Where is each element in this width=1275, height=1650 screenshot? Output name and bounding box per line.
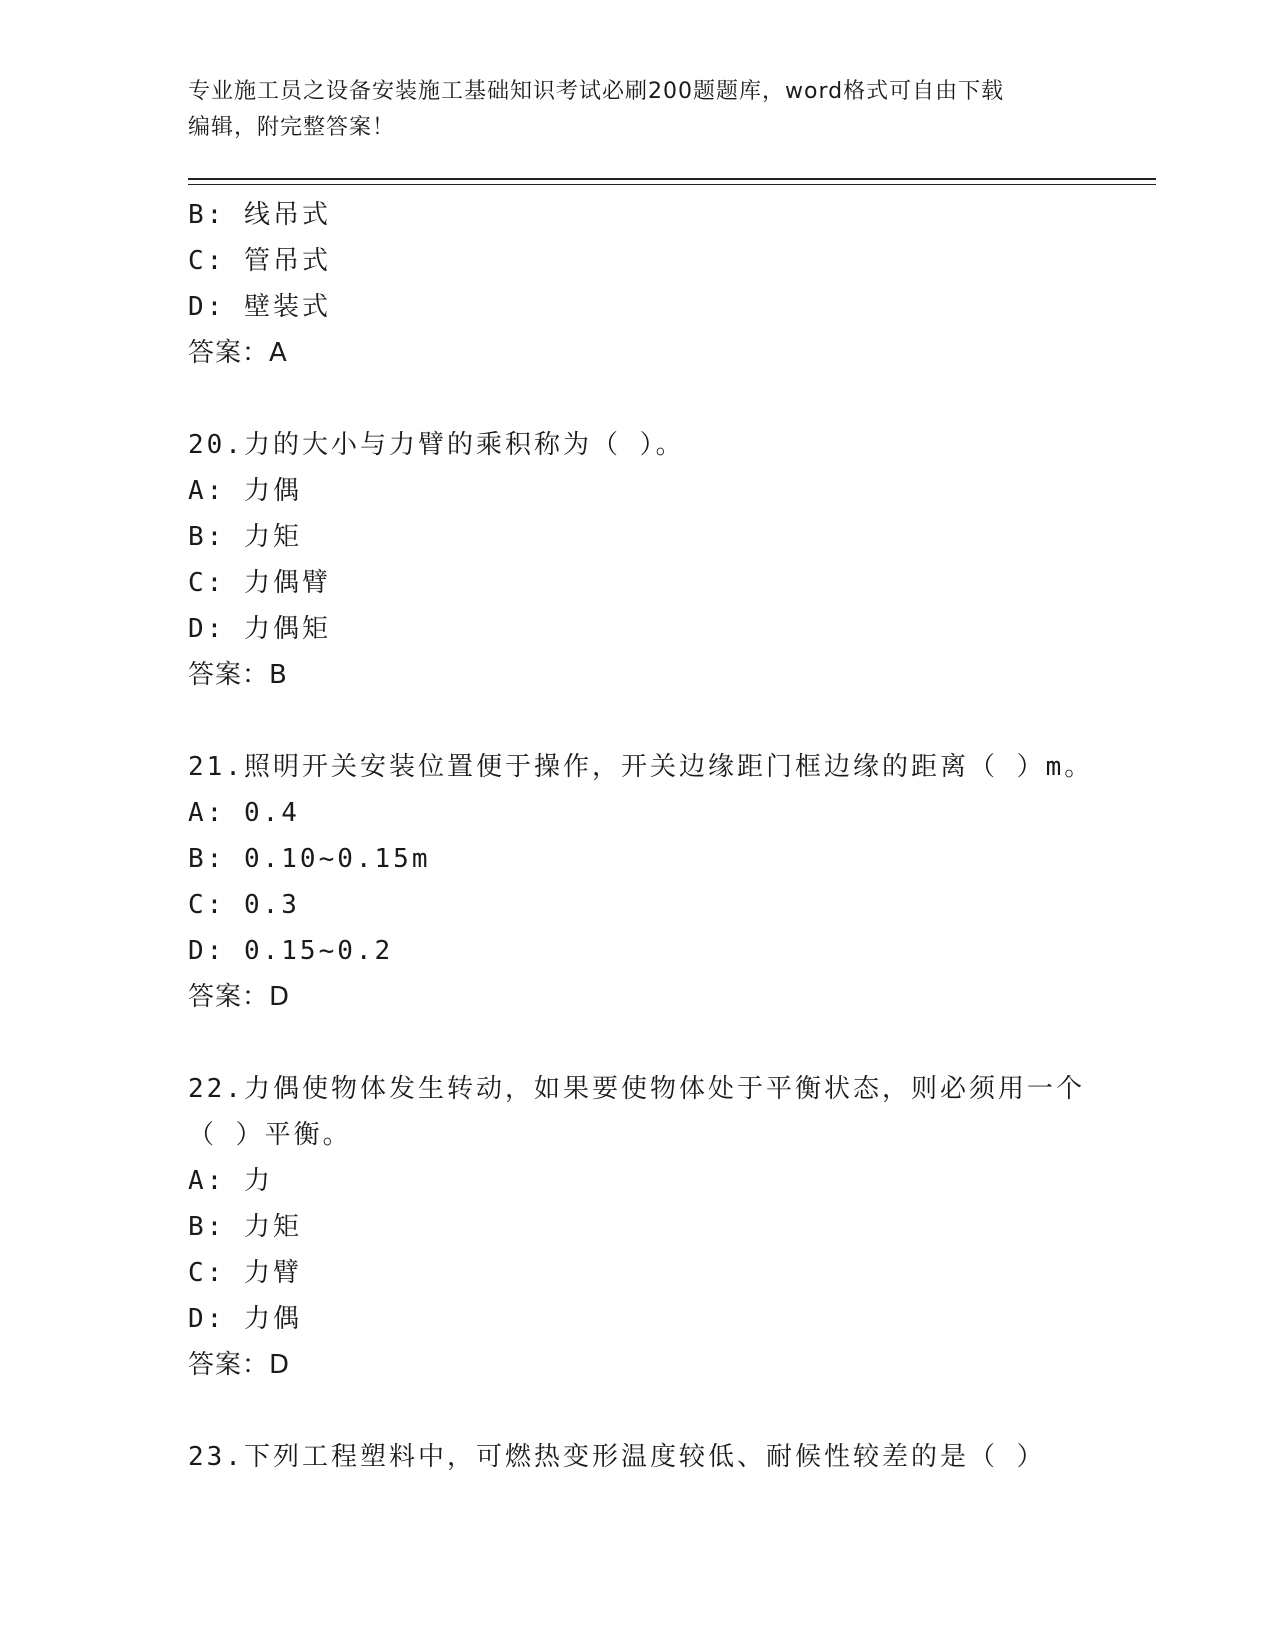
question-20 (188, 422, 1088, 698)
answer: 答案：D (188, 982, 291, 1012)
option-c: C: 力偶臂 (188, 568, 331, 598)
option-d: D: 0.15~0.2 (188, 936, 394, 966)
option-a: A: 力偶 (188, 476, 302, 506)
option-d: D: 壁装式 (188, 292, 331, 322)
question-stem: 21.照明开关安装位置便于操作，开关边缘距门框边缘的距离（ ）m。 (188, 752, 1094, 782)
option-c: C: 0.3 (188, 890, 300, 920)
header-line-2: 编辑，附完整答案！ (188, 115, 396, 140)
header-divider-thin (188, 184, 1156, 185)
question-stem: 20.力的大小与力臂的乘积称为（ ）。 (188, 430, 685, 460)
question-stem-line-2: （ ）平衡。 (188, 1120, 352, 1150)
option-a: A: 0.4 (188, 798, 300, 828)
answer: 答案：B (188, 660, 288, 690)
question-list (188, 192, 1094, 1480)
question-stem-line-1: 22.力偶使物体发生转动，如果要使物体处于平衡状态，则必须用一个 (188, 1074, 1085, 1104)
question-stem: 23.下列工程塑料中，可燃热变形温度较低、耐候性较差的是（ ） (188, 1442, 1046, 1472)
document-header (188, 74, 1088, 146)
question-22 (188, 1066, 1088, 1388)
option-d: D: 力偶矩 (188, 614, 331, 644)
option-c: C: 管吊式 (188, 246, 331, 276)
question-23 (188, 1434, 1088, 1480)
question-21 (188, 744, 1094, 1020)
option-a: A: 力 (188, 1166, 273, 1196)
option-d: D: 力偶 (188, 1304, 302, 1334)
answer: 答案：D (188, 1350, 291, 1380)
header-line-1: 专业施工员之设备安装施工基础知识考试必刷200题题库，word格式可自由下载 (188, 79, 1005, 104)
option-b: B: 线吊式 (188, 200, 331, 230)
option-b: B: 力矩 (188, 1212, 302, 1242)
answer: 答案：A (188, 338, 288, 368)
header-divider-thick (188, 178, 1156, 180)
option-b: B: 0.10~0.15m (188, 844, 431, 874)
option-c: C: 力臂 (188, 1258, 302, 1288)
option-b: B: 力矩 (188, 522, 302, 552)
question-19-tail (188, 192, 1088, 376)
